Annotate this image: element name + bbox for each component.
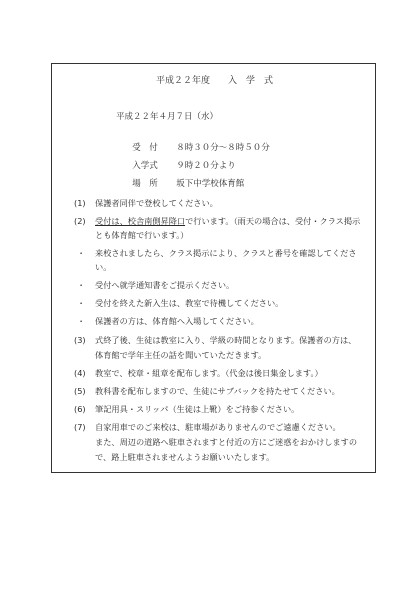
item-7-text: 自家用車でのご来校は、駐車場がありませんのでご遠慮ください。 (95, 422, 341, 432)
bullet-1-text: 来校されましたら、クラス掲示により、クラスと番号を確認してくださ (95, 248, 357, 258)
bullet-4-mark: ・ (77, 316, 86, 326)
item-3-text: 式終了後、生徒は教室に入り、学級の時間となります。保護者の方は、 (95, 335, 357, 345)
item-2-underlined: 受付は、校舎南側昇降口 (95, 216, 186, 226)
item-1-mark: (1) (74, 198, 86, 208)
item-2-text (95, 215, 360, 227)
bullet-1-cont: い。 (95, 262, 112, 272)
reception-value: ８時３０分～８時５０分 (176, 143, 270, 153)
item-4-mark: (4) (74, 368, 86, 378)
bullet-3-mark: ・ (77, 298, 86, 308)
page-title: 平成２２年度 入 学 式 (155, 76, 273, 86)
place-label: 場 所 (132, 179, 158, 189)
bullet-2-mark: ・ (77, 280, 86, 290)
bullet-4-text: 保護者の方は、体育館へ入場してください。 (95, 316, 259, 326)
item-5-mark: (5) (74, 386, 86, 396)
item-2-mark: (2) (74, 216, 86, 226)
item-7-cont2: で、路上駐車されませんようお願いいたします。 (95, 452, 275, 462)
schedule-date: 平成２２年４月７日（水） (116, 112, 219, 122)
reception-label: 受 付 (132, 143, 158, 153)
ceremony-label: 入学式 (132, 161, 158, 171)
item-7-cont: また、周辺の道路へ駐車されますと付近の方にご迷惑をおかけしますの (95, 437, 358, 447)
item-2-rest: で行います。（雨天の場合は、受付・クラス掲示 (185, 216, 361, 226)
item-6-mark: (6) (74, 404, 86, 414)
item-7-mark: (7) (74, 422, 86, 432)
bullet-3-text: 受付を終えた新入生は、教室で待機してください。 (95, 298, 284, 308)
item-2-cont: とも体育館で行います。） (95, 230, 189, 240)
item-3-cont: 体育館で学年主任の話を聞いていただきます。 (95, 350, 267, 360)
item-4-text: 教室で、校章・組章を配布します。（代金は後日集金します。） (95, 368, 323, 378)
notice-frame (51, 63, 376, 473)
item-3-mark: (3) (74, 335, 86, 345)
place-value: 坂下中学校体育館 (176, 179, 245, 189)
item-6-text: 筆記用具・スリッパ（生徒は上靴）をご持参ください。 (95, 404, 300, 414)
bullet-2-text: 受付へ就学通知書をご提示ください。 (95, 280, 235, 290)
item-5-text: 教科書を配布しますので、生徒にサブバックを持たせてください。 (95, 386, 340, 396)
bullet-1-mark: ・ (77, 248, 86, 258)
ceremony-value: ９時２０分より (176, 161, 236, 171)
item-1-text: 保護者同伴で登校してください。 (95, 198, 218, 208)
